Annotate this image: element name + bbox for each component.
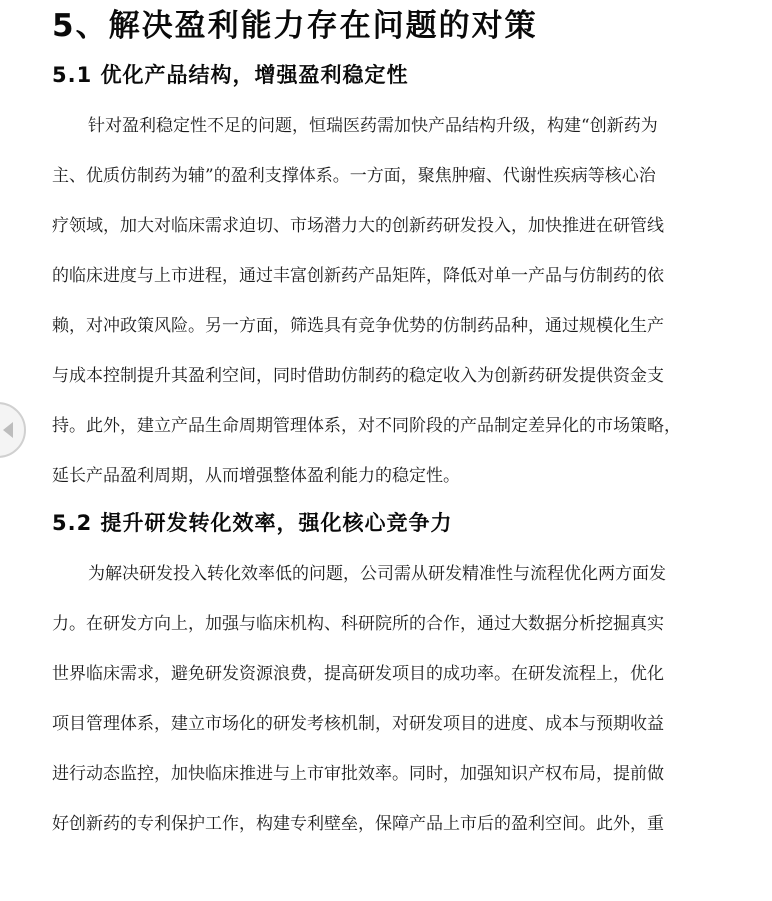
paragraph-line: 世界临床需求，避免研发资源浪费，提高研发项目的成功率。在研发流程上，优化 xyxy=(52,664,664,684)
paragraph-line: 为解决研发投入转化效率低的问题，公司需从研发精准性与流程优化两方面发 xyxy=(88,564,666,584)
paragraph-line: 针对盈利稳定性不足的问题，恒瑞医药需加快产品结构升级，构建“创新药为 xyxy=(88,116,658,136)
subsection-title-5-1: 5.1 优化产品结构，增强盈利稳定性 xyxy=(52,63,409,87)
triangle-left-icon xyxy=(2,421,14,439)
paragraph-line: 赖，对冲政策风险。另一方面，筛选具有竞争优势的仿制药品种，通过规模化生产 xyxy=(52,316,664,336)
paragraph-line: 进行动态监控，加快临床推进与上市审批效率。同时，加强知识产权布局，提前做 xyxy=(52,764,664,784)
paragraph-line: 与成本控制提升其盈利空间，同时借助仿制药的稳定收入为创新药研发提供资金支 xyxy=(52,366,664,386)
paragraph-line: 主、优质仿制药为辅”的盈利支撑体系。一方面，聚焦肿瘤、代谢性疾病等核心治 xyxy=(52,166,656,186)
paragraph-line: 力。在研发方向上，加强与临床机构、科研院所的合作，通过大数据分析挖掘真实 xyxy=(52,614,664,634)
paragraph-line: 好创新药的专利保护工作，构建专利壁垒，保障产品上市后的盈利空间。此外，重 xyxy=(52,814,664,834)
paragraph-5-1 xyxy=(52,101,742,501)
paragraph-line: 项目管理体系，建立市场化的研发考核机制，对研发项目的进度、成本与预期收益 xyxy=(52,714,664,734)
paragraph-5-2 xyxy=(52,549,742,849)
paragraph-line: 的临床进度与上市进程，通过丰富创新药产品矩阵，降低对单一产品与仿制药的依 xyxy=(52,266,664,286)
paragraph-line: 持。此外，建立产品生命周期管理体系，对不同阶段的产品制定差异化的市场策略， xyxy=(52,416,681,436)
paragraph-line: 疗领域，加大对临床需求迫切、市场潜力大的创新药研发投入，加快推进在研管线 xyxy=(52,216,664,236)
paragraph-line: 延长产品盈利周期，从而增强整体盈利能力的稳定性。 xyxy=(52,466,460,486)
page-back-tab[interactable] xyxy=(0,402,26,458)
subsection-title-5-2: 5.2 提升研发转化效率，强化核心竞争力 xyxy=(52,511,453,535)
section-title: 5、解决盈利能力存在问题的对策 xyxy=(52,8,538,44)
